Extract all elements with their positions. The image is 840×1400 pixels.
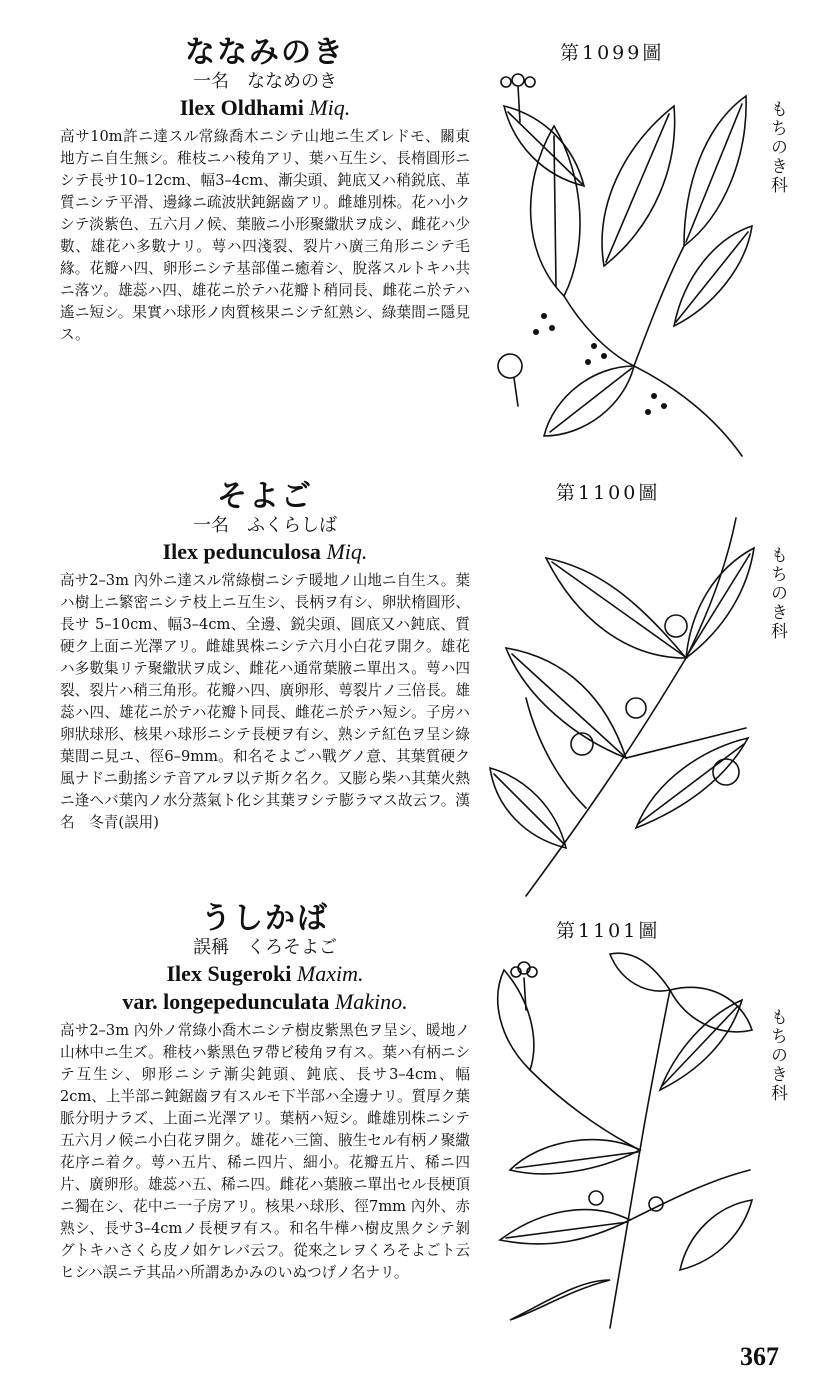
sci-author: Maxim.	[296, 961, 364, 986]
family-label: もちのき科	[767, 100, 787, 195]
entry-alt-name: 一名 ななめのき	[193, 71, 337, 92]
sci-name: Ilex pedunculosa	[162, 539, 321, 564]
figure-label: 第1100圖	[556, 482, 661, 504]
page-number: 367	[740, 1342, 779, 1371]
entry-description: 高サ2–3m 內外ノ常綠小喬木ニシテ樹皮紫黑色ヲ呈シ、暖地ノ山林中ニ生ズ。稚枝ハ紫黑色ヲ帶ビ稜角ヲ有ス。葉ハ有柄ニシテ互生シ、卵形ニシテ漸尖鈍頭、鈍底、長サ3–4cm、幅2cm、上半部ニ鈍鋸齒ヲ有スルモ下半部ハ全邊ナリ。質厚ク葉脈分明ナラズ、上面ニ光澤アリ。葉柄ハ短シ。雌雄別株ニシテ五六月ノ候ニ小白花ヲ開ク。雄花ハ三箇、腋生セル有柄ノ聚繖花序ニ着ク。萼ハ五片、稀ニ四片、細小。花瓣五片、稀ニ四片、廣卵形。雄蕊ハ五、稀ニ四。雌花ハ葉腋ニ單出セル長梗頂ニ獨在シ、花中ニ一子房アリ。核果ハ球形、徑7mm 內外、赤熟シ、長サ3–4cmノ長梗ヲ有ス。和名牛樺ハ樹皮黑クシテ剝グトキハさくら皮ノ如ケレバ云フ。從來之レヲくろそよごト云ヒシハ誤ニテ其品ハ所謂あかみのいぬつげノ名ナリ。	[60, 1022, 471, 1281]
family-label: もちのき科	[767, 546, 787, 641]
sci-author: Miq.	[309, 95, 351, 120]
entry-title: そよご	[217, 479, 313, 514]
figure-label: 第1101圖	[556, 920, 661, 942]
sci-variety-author: Makino.	[334, 989, 408, 1014]
entry-description: 高サ2–3m 內外ニ達スル常綠樹ニシテ暖地ノ山地ニ自生ス。葉ハ樹上ニ繁密ニシテ枝上ニ互生シ、長柄ヲ有シ、卵狀楕圓形、長サ 5–10cm、幅3–4cm、全邊、鋭尖頭、圓底又ハ鈍底、質硬ク上面ニ光澤アリ。雌雄異株ニシテ六月小白花ヲ開ク。雄花ハ多數集リテ聚繖狀ヲ成シ、雌花ハ通常葉腋ニ單出ス。萼ハ四裂、裂片ハ稍三角形。花瓣ハ四、廣卵形、萼裂片ノ三倍長。雄蕊ハ四、雄花ニ於テハ花瓣ト同長、雌花ニ於テハ短シ。子房ハ卵狀球形、核果ハ球形ニシテ長梗ヲ有シ、熟シテ紅色ヲ呈シ綠葉間ニ見ユ、徑6–9mm。和名そよごハ戰グノ意、其葉質硬ク風ナドニ動搖シテ音アルヲ以テ斯ク名ク。又膨ら柴ハ其葉火熱ニ逢ヘバ葉內ノ水分蒸氣ト化シ其葉ヲシテ膨ラマス故云フ。漢名 冬青(誤用)	[60, 572, 470, 831]
entry-soyogo	[60, 480, 470, 834]
entry-scientific-variety	[60, 988, 470, 1016]
entry-scientific-name	[60, 94, 470, 122]
figure-label: 第1099圖	[560, 42, 665, 64]
entry-description: 高サ10m許ニ達スル常綠喬木ニシテ山地ニ生ズレドモ、關東地方ニ自生無シ。稚枝ニハ稜角アリ、葉ハ互生シ、長楕圓形ニシテ長サ10–12cm、幅3–4cm、漸尖頭、鈍底又ハ稍鋭底、革質ニシテ平滑、邊緣ニ疏波狀鈍鋸齒アリ。雌雄別株。花ハ小クシテ淡紫色、五六月ノ候、葉腋ニ小形聚繖狀ヲ成シ、雌花ハ少數、雄花ハ多數ナリ。萼ハ四淺裂、裂片ハ廣三角形ニシテ毛緣。花瓣ハ四、卵形ニシテ基部僅ニ癒着シ、脫落スルトキハ共ニ落ツ。雄蕊ハ四、雄花ニ於テハ花瓣ト稍同長、雌花ニ於テハ遙ニ短シ。果實ハ球形ノ肉質核果ニシテ紅熟シ、綠葉間ニ隱見ス。	[60, 128, 470, 343]
sci-variety: var. longepedunculata	[122, 989, 330, 1014]
entry-title: うしかば	[201, 901, 329, 936]
entry-ushikaba	[60, 902, 470, 1284]
entry-nanaminoki	[60, 36, 470, 346]
sci-name: Ilex Sugeroki	[166, 961, 292, 986]
entry-title: ななみのき	[185, 35, 345, 70]
plant-illustration-1101	[480, 950, 760, 1332]
sci-name: Ilex Oldhami	[179, 95, 304, 120]
entry-scientific-name	[60, 538, 470, 566]
entry-alt-name: 誤稱 くろそよご	[193, 937, 337, 958]
sci-author: Miq.	[326, 539, 368, 564]
entry-alt-name: 一名 ふくらしば	[193, 515, 337, 536]
entry-scientific-name	[60, 960, 470, 988]
family-label: もちのき科	[767, 1008, 787, 1103]
plant-illustration-1099	[484, 66, 754, 462]
plant-illustration-1100	[486, 508, 756, 900]
